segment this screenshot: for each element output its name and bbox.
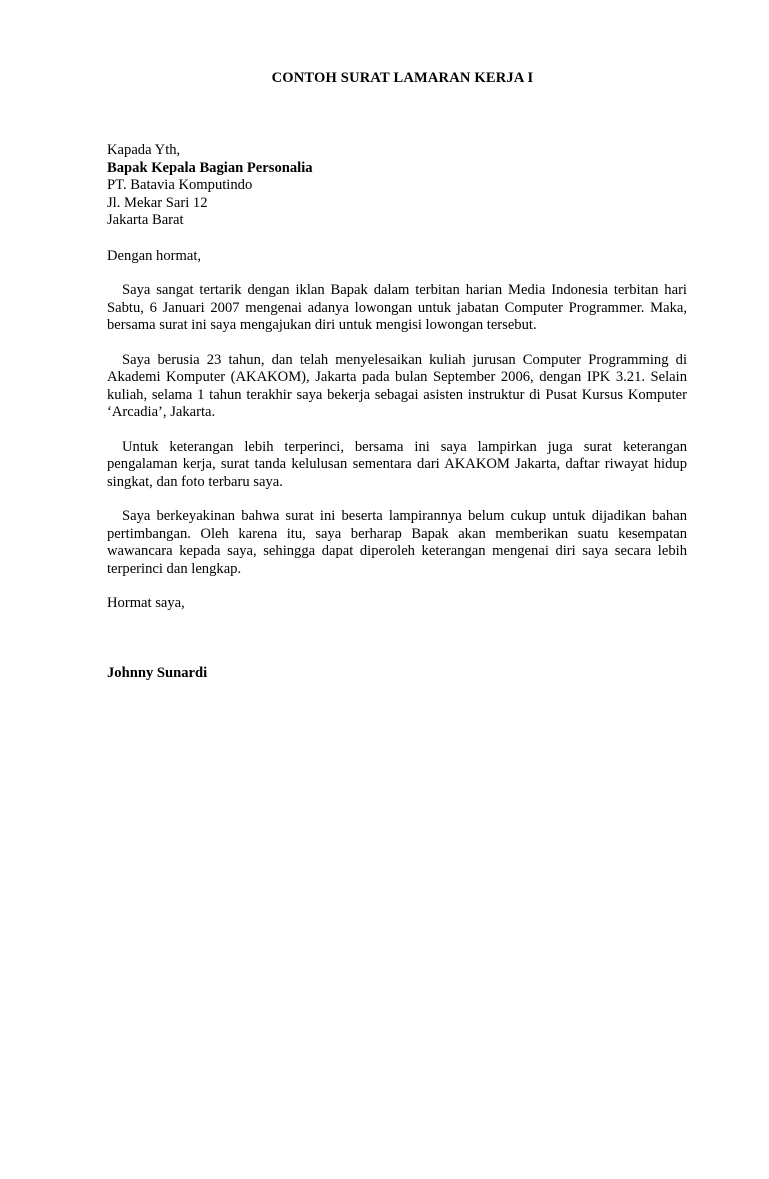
recipient-company: PT. Batavia Komputindo: [107, 177, 253, 193]
recipient-street: Jl. Mekar Sari 12: [107, 194, 208, 211]
salutation: Dengan hormat,: [107, 247, 202, 264]
document-title: CONTOH SURAT LAMARAN KERJA I: [271, 70, 534, 86]
paragraph-interest: Saya sangat tertarik dengan iklan Bapak dalam terbitan harian Media Indonesia terbitan hari Sabtu, 6 Januari 2007 mengenai adanya lowongan untuk jabatan Computer Programmer. Maka, bersama surat ini saya mengajukan diri untuk mengisi lowongan tersebut.: [107, 282, 687, 333]
paragraph-conclusion: Saya berkeyakinan bahwa surat ini beserta lampirannya belum cukup untuk dijadikan bahan pertimbangan. Oleh karena itu, saya berharap Bapak akan memberikan suatu kesempatan wawancara kepada saya, sehingga dapat diperoleh keterangan mengenai diri saya secara lebih terperinci dan lengkap.: [107, 508, 687, 577]
letter-body: [107, 142, 687, 682]
paragraph-attachments: Untuk keterangan lebih terperinci, bersama ini saya lampirkan juga surat keterangan pengalaman kerja, surat tanda kelulusan sementara dari AKAKOM Jakarta, daftar riwayat hidup singkat, dan foto terbaru saya.: [107, 438, 687, 490]
closing: Hormat saya,: [107, 595, 185, 611]
signature-name: Johnny Sunardi: [107, 664, 208, 681]
recipient-greeting: Kapada Yth,: [107, 142, 181, 158]
recipient-address: [107, 142, 687, 230]
paragraph-background: Saya berusia 23 tahun, dan telah menyelesaikan kuliah jurusan Computer Programming di Akademi Komputer (AKAKOM), Jakarta pada bulan September 2006, dengan IPK 3.21. Selain kuliah, selama 1 tahun terakhir saya bekerja sebagai asisten instruktur di Pusat Kursus Komputer ‘Arcadia’, Jakarta.: [107, 351, 687, 420]
recipient-name: Bapak Kepala Bagian Personalia: [107, 159, 313, 176]
recipient-city: Jakarta Barat: [107, 212, 184, 228]
